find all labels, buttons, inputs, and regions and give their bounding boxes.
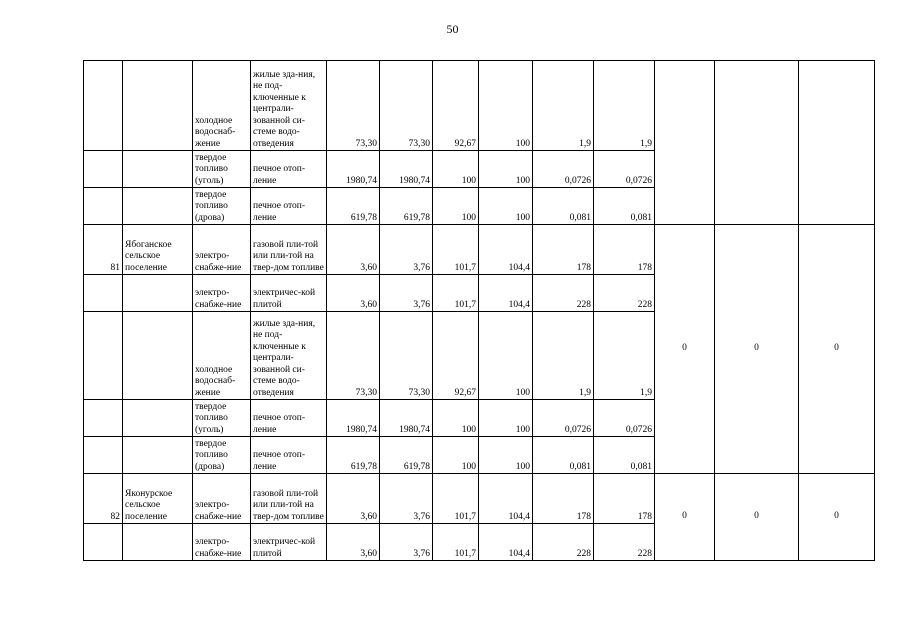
value-cell-v1: 3,60 — [327, 474, 380, 524]
value-cell-v2: 3,76 — [380, 225, 433, 275]
table-row — [84, 61, 875, 151]
utility-type-cell: твердое топливо (уголь) — [193, 151, 251, 188]
value-cell-v1: 619,78 — [327, 437, 380, 474]
value-cell-v3: 92,67 — [433, 312, 479, 400]
table-row — [84, 474, 875, 524]
value-cell-v5: 0,081 — [533, 188, 594, 225]
value-cell-v5: 0,0726 — [533, 400, 594, 437]
utility-type-cell: электро-снабже-ние — [193, 275, 251, 312]
value-cell-v5: 0,081 — [533, 437, 594, 474]
value-cell-v2: 73,30 — [380, 312, 433, 400]
row-number-cell — [84, 312, 123, 400]
value-cell-v2: 619,78 — [380, 188, 433, 225]
value-cell-v3: 101,7 — [433, 524, 479, 561]
value-cell-v5: 1,9 — [533, 312, 594, 400]
settlement-cell — [123, 524, 193, 561]
value-cell-v1: 73,30 — [327, 312, 380, 400]
value-cell-v3: 100 — [433, 400, 479, 437]
page-number: 50 — [446, 22, 459, 36]
row-number-cell — [84, 61, 123, 151]
value-cell-v4: 100 — [479, 312, 533, 400]
value-cell-v2: 1980,74 — [380, 151, 433, 188]
usage-condition-cell: печное отоп-ление — [251, 151, 327, 188]
table-body — [84, 61, 875, 561]
utility-type-cell: твердое топливо (дрова) — [193, 188, 251, 225]
value-cell-v4: 100 — [479, 188, 533, 225]
value-cell-v5: 0,0726 — [533, 151, 594, 188]
row-number-cell: 81 — [84, 225, 123, 275]
utility-type-cell: электро-снабже-ние — [193, 474, 251, 524]
usage-condition-cell: печное отоп-ление — [251, 400, 327, 437]
value-cell-v4: 104,4 — [479, 474, 533, 524]
value-cell-v2: 3,76 — [380, 275, 433, 312]
value-cell-v2: 73,30 — [380, 61, 433, 151]
value-cell-v6: 228 — [594, 275, 655, 312]
value-cell-v5: 1,9 — [533, 61, 594, 151]
settlement-cell — [123, 188, 193, 225]
value-cell-v6: 0,0726 — [594, 400, 655, 437]
value-cell-v6: 1,9 — [594, 61, 655, 151]
extra-cell-1: 0 — [655, 225, 715, 474]
value-cell-v3: 101,7 — [433, 225, 479, 275]
usage-condition-cell: печное отоп-ление — [251, 188, 327, 225]
value-cell-v4: 104,4 — [479, 524, 533, 561]
value-cell-v6: 0,081 — [594, 188, 655, 225]
value-cell-v4: 100 — [479, 437, 533, 474]
row-number-cell — [84, 524, 123, 561]
value-cell-v1: 1980,74 — [327, 151, 380, 188]
row-number-cell — [84, 151, 123, 188]
value-cell-v1: 1980,74 — [327, 400, 380, 437]
value-cell-v2: 3,76 — [380, 524, 433, 561]
value-cell-v2: 619,78 — [380, 437, 433, 474]
value-cell-v5: 228 — [533, 275, 594, 312]
table-row — [84, 225, 875, 275]
settlement-cell — [123, 151, 193, 188]
settlement-cell — [123, 275, 193, 312]
settlement-cell — [123, 312, 193, 400]
value-cell-v1: 73,30 — [327, 61, 380, 151]
value-cell-v5: 228 — [533, 524, 594, 561]
utility-type-cell: электро-снабже-ние — [193, 524, 251, 561]
extra-cell-2: 0 — [715, 474, 799, 561]
extra-cell-2: 0 — [715, 225, 799, 474]
value-cell-v1: 619,78 — [327, 188, 380, 225]
settlement-cell — [123, 61, 193, 151]
value-cell-v4: 100 — [479, 151, 533, 188]
value-cell-v3: 92,67 — [433, 61, 479, 151]
usage-condition-cell: газовой пли-той или пли-той на твер-дом топливе — [251, 225, 327, 275]
value-cell-v5: 178 — [533, 474, 594, 524]
value-cell-v4: 104,4 — [479, 275, 533, 312]
settlement-cell: Яконурское сельское поселение — [123, 474, 193, 524]
value-cell-v4: 100 — [479, 400, 533, 437]
value-cell-v6: 178 — [594, 474, 655, 524]
usage-condition-cell: жилые зда-ния, не под-ключенные к централи-зованной си-стеме водо-отведения — [251, 312, 327, 400]
settlement-cell — [123, 400, 193, 437]
settlement-cell: Ябоганское сельское поселение — [123, 225, 193, 275]
settlement-cell — [123, 437, 193, 474]
value-cell-v3: 101,7 — [433, 275, 479, 312]
utility-type-cell: твердое топливо (дрова) — [193, 437, 251, 474]
utility-type-cell: электро-снабже-ние — [193, 225, 251, 275]
value-cell-v2: 3,76 — [380, 474, 433, 524]
utility-type-cell: холодное водоснаб-жение — [193, 312, 251, 400]
extra-cell-3 — [799, 61, 875, 225]
value-cell-v6: 0,0726 — [594, 151, 655, 188]
extra-cell-2 — [715, 61, 799, 225]
usage-condition-cell: электричес-кой плитой — [251, 275, 327, 312]
usage-condition-cell: жилые зда-ния, не под-ключенные к централи-зованной си-стеме водо-отведения — [251, 61, 327, 151]
value-cell-v1: 3,60 — [327, 225, 380, 275]
row-number-cell — [84, 275, 123, 312]
extra-cell-3: 0 — [799, 225, 875, 474]
utility-type-cell: холодное водоснаб-жение — [193, 61, 251, 151]
value-cell-v1: 3,60 — [327, 524, 380, 561]
value-cell-v6: 0,081 — [594, 437, 655, 474]
value-cell-v4: 100 — [479, 61, 533, 151]
usage-condition-cell: газовой пли-той или пли-той на твер-дом топливе — [251, 474, 327, 524]
row-number-cell: 82 — [84, 474, 123, 524]
row-number-cell — [84, 400, 123, 437]
value-cell-v3: 101,7 — [433, 474, 479, 524]
value-cell-v3: 100 — [433, 188, 479, 225]
usage-condition-cell: электричес-кой плитой — [251, 524, 327, 561]
usage-condition-cell: печное отоп-ление — [251, 437, 327, 474]
value-cell-v2: 1980,74 — [380, 400, 433, 437]
extra-cell-1 — [655, 61, 715, 225]
value-cell-v5: 178 — [533, 225, 594, 275]
value-cell-v3: 100 — [433, 437, 479, 474]
extra-cell-3: 0 — [799, 474, 875, 561]
utility-type-cell: твердое топливо (уголь) — [193, 400, 251, 437]
extra-cell-1: 0 — [655, 474, 715, 561]
value-cell-v6: 178 — [594, 225, 655, 275]
row-number-cell — [84, 188, 123, 225]
row-number-cell — [84, 437, 123, 474]
value-cell-v6: 228 — [594, 524, 655, 561]
value-cell-v6: 1,9 — [594, 312, 655, 400]
tariff-table — [83, 60, 875, 561]
value-cell-v3: 100 — [433, 151, 479, 188]
value-cell-v1: 3,60 — [327, 275, 380, 312]
value-cell-v4: 104,4 — [479, 225, 533, 275]
